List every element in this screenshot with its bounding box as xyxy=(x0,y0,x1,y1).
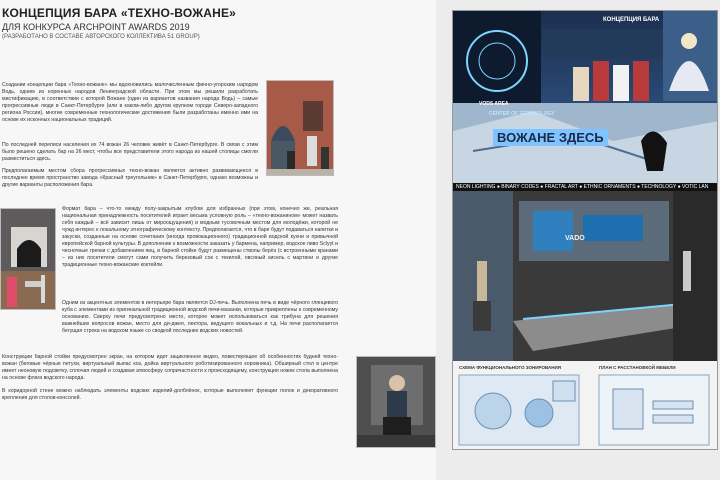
poster-top-label: КОНЦЕПЦИЯ БАРА xyxy=(603,17,660,23)
poster-bar-sign: VADO xyxy=(565,235,585,242)
paragraph-dj-stove: Одним из акцентных элементов в интерьере бара является DJ-печь. Выполнена печь в виде чёрного глянцевого куба с элементами из оригинальной традиционной водской печи-мазанки, которые прикреплены к современному основанию. Сверху печи предусмотрено место, которое может использоваться как трибуна для решения важнейших вопросов вожан, место для ди-джея, лектора, ведущего вокальных и т.д. На печи располагается бегущая строка на водском языке со сводкой последних водских новостей. xyxy=(62,300,338,334)
poster-plans xyxy=(453,361,718,450)
plan-right-title: ПЛАН С РАССТАНОВКОЙ МЕБЕЛИ xyxy=(599,365,676,370)
page-title: КОНЦЕПЦИЯ БАРА «ТЕХНО-ВОЖАНЕ» xyxy=(2,6,237,20)
paragraph-bar-counter: Конструкции барной стойки предусмотрен экран, на котором идет зацикленное видео, повествующее об особенностях будней техно-вожан (беговые чёрные петухи, виртуальный выпас коз, дойка виртуального роботизированного коровника). Обширный стол в центре имеет неоновую подсветку, сплочая людей и создавая атмосферу сопричастности к происходящему, конструкция ножек стола выполнена на основе флага водского народа. xyxy=(2,354,338,381)
speaker-render xyxy=(356,356,436,448)
concept-poster xyxy=(452,10,718,450)
building-photo xyxy=(266,80,334,176)
paragraph-corridor: В коридорной стене можно наблюдать элементы водских изделий-долблёнок, которые выполняют функции полок и декоративного крепления для столов-консолей. xyxy=(2,388,338,401)
poster-top-collage xyxy=(453,11,718,183)
building-illustration xyxy=(267,81,334,176)
poster-logo-text: VODS AREA xyxy=(479,101,509,107)
paragraph-format: Формат бара – что-то между полу-закрытым клубом для избранных (при этом, конечно же, реальная национальная принадлежность посетителей играет весьма условную роль – «техно-вожанином» может назвать себя каждый – всё зависит лишь от мироощущения) и модным тусовочным местом для молодёжи, которой не чужд интерес к локальному этнографическому контексту. Предполагается, что в баре будут подаваться напитки и закуски, созданные на основе сочетания (иногда провокационного) традиционной водской кухни и привычной европейской барной культуры. В дополнение к возможности заказать у бармена, например, водское пиво Sclyyt и чесночные гренки с добавлением яиц, в барной стойке будут размещены стволы берёз (с встроенными кранами – из них посетители смогут сами получить березовый сок с текилой, овсяный кисель с мартини и другие традиционные техно-вожанские коктейли. xyxy=(62,206,338,268)
bar-interior-illustration xyxy=(453,191,718,361)
paragraph-intro: Создании концепции бара «Техно-вожане» мы вдохновились малочисленным финно-угорским народом Водь, одним из коренных народов Ленинградской области. При этом мы решили разработать мистификацию, в соответствии с которой Вожане (один из вариантов названия народа Водь) – самые прогрессивные люди в Санкт-Петербурге (или в каком-либо другом крупном городе Северо-западного региона России), многие современные технологические достижения были разработаны именно ими на основе их исконных национальных традиций. xyxy=(2,82,258,123)
authors-note: (РАЗРАБОТАНО В СОСТАВЕ АВТОРСКОГО КОЛЛЕКТИВА 51 GROUP) xyxy=(2,34,200,40)
paragraph-location: Предполагаемым местом сбора прогрессивных техно-вожан является активно развивающееся в последнее время пространство завода «Красный треугольник» в Санкт-Петербурге, однако возможны и другие варианты расположения бара. xyxy=(2,168,258,188)
dj-stove-render xyxy=(0,208,56,310)
plan-left-title: СХЕМА ФУНКЦИОНАЛЬНОГО ЗОНИРОВАНИЯ xyxy=(459,365,561,370)
poster-bar-render xyxy=(453,191,718,361)
plans-illustration xyxy=(453,361,718,450)
poster-sub-brand: CENTER OF TECHNOLOGY xyxy=(489,111,555,117)
poster-sign: ВОЖАНЕ ЗДЕСЬ xyxy=(493,129,608,146)
collage-illustration xyxy=(453,11,718,183)
page-subtitle: ДЛЯ КОНКУРСА ARCHPOINT AWARDS 2019 xyxy=(2,22,190,32)
paragraph-population: По последней переписи населения их 74 вожан 26 человек живёт в Санкт-Петербурге. В связи с этим было решено сделать бар на 26 мест, чтобы все представители этого народа из нашей столицы смогли разместиться здесь. xyxy=(2,142,258,162)
stove-illustration xyxy=(1,209,56,310)
speaker-illustration xyxy=(357,357,436,448)
poster-keywords-strip: NEON LIGHTING ● BINARY CODES ● FRACTAL ART ● ETHNIC ORNAMENTS ● TECHNOLOGY ● VOTIC LAN xyxy=(453,183,718,191)
